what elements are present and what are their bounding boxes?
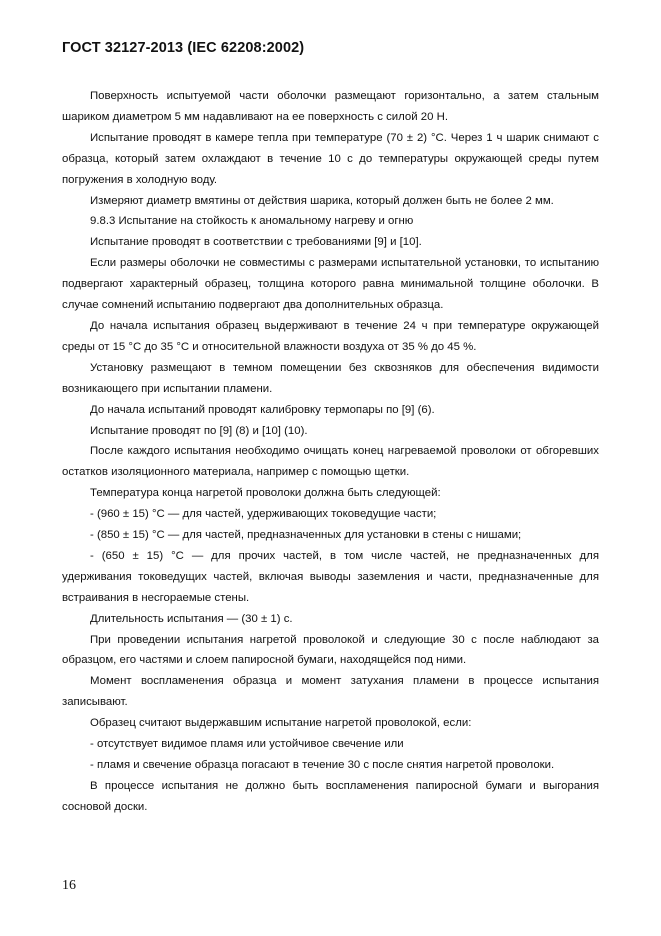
page-number: 16 bbox=[62, 878, 76, 893]
paragraph: Измеряют диаметр вмятины от действия шарика, который должен быть не более 2 мм. bbox=[90, 194, 554, 207]
paragraph: Испытание проводят по [9] (8) и [10] (10). bbox=[90, 424, 308, 437]
paragraph: Установку размещают в темном помещении без сквозняков для обеспечения видимости возникающего при испытании пламени. bbox=[62, 361, 599, 395]
document-header: ГОСТ 32127-2013 (IEC 62208:2002) bbox=[62, 40, 305, 56]
paragraph: После каждого испытания необходимо очищать конец нагреваемой проволоки от обгоревших остатков изоляционного материала, например с помощью щетки. bbox=[62, 445, 599, 479]
list-item: - (650 ± 15) °С — для прочих частей, в том числе частей, не предназначенных для удерживания токоведущих частей, включая выводы заземления и части, предназначенные для встраивания в несгораемые стены. bbox=[62, 549, 599, 604]
paragraph: Образец считают выдержавшим испытание нагретой проволокой, если: bbox=[90, 717, 472, 730]
section-heading: 9.8.3 Испытание на стойкость к аномальному нагреву и огню bbox=[90, 215, 414, 228]
paragraph: Момент воспламенения образца и момент затухания пламени в процессе испытания записывают. bbox=[62, 675, 599, 709]
list-item: - (850 ± 15) °С — для частей, предназначенных для установки в стены с нишами; bbox=[90, 529, 522, 542]
paragraph: Температура конца нагретой проволоки должна быть следующей: bbox=[90, 487, 441, 500]
paragraph: В процессе испытания не должно быть воспламенения папиросной бумаги и выгорания сосновой доски. bbox=[62, 779, 599, 813]
list-item: - пламя и свечение образца погасают в течение 30 с после снятия нагретой проволоки. bbox=[90, 759, 555, 771]
paragraph: Если размеры оболочки не совместимы с размерами испытательной установки, то испытанию подвергают характерный образец, толщина которого равна минимальной толщине оболочки. В случае сомнений испытанию подвергают два дополнительных образца. bbox=[62, 257, 599, 312]
paragraph: Испытание проводят в камере тепла при температуре (70 ± 2) °С. Через 1 ч шарик снимают с образца, который затем охлаждают в течение 10 с до температуры окружающей среды путем погружения в холодную воду. bbox=[62, 131, 599, 186]
paragraph: До начала испытания образец выдерживают в течение 24 ч при температуре окружающей среды от 15 °С до 35 °С и относительной влажности воздуха от 35 % до 45 %. bbox=[62, 319, 599, 353]
list-item: - отсутствует видимое пламя или устойчивое свечение или bbox=[90, 738, 404, 751]
list-item: - (960 ± 15) °С — для частей, удерживающих токоведущие части; bbox=[90, 508, 437, 521]
document-body bbox=[62, 86, 599, 818]
paragraph: Испытание проводят в соответствии с требованиями [9] и [10]. bbox=[90, 236, 422, 249]
paragraph: Поверхность испытуемой части оболочки размещают горизонтально, а затем стальным шариком диаметром 5 мм надавливают на ее поверхность с силой 20 Н. bbox=[62, 90, 599, 123]
paragraph: Длительность испытания — (30 ± 1) с. bbox=[90, 612, 293, 625]
paragraph: При проведении испытания нагретой проволокой и следующие 30 с после наблюдают за образцом, его частями и слоем папиросной бумаги, находящейся под ними. bbox=[62, 633, 599, 667]
paragraph: До начала испытаний проводят калибровку термопары по [9] (6). bbox=[90, 403, 435, 416]
